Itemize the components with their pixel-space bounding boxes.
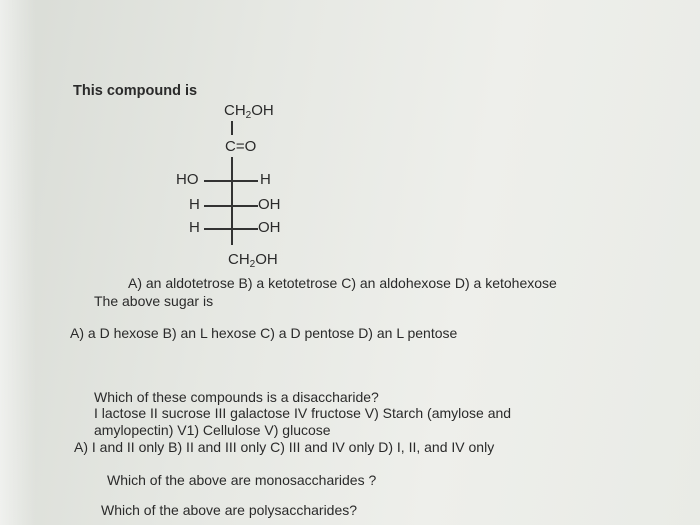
question3-prompt: Which of these compounds is a disaccharide? bbox=[94, 389, 379, 405]
question1-options: A) an aldotetrose B) a ketotetrose C) an aldohexose D) a ketohexose bbox=[128, 275, 557, 291]
row2-left-group: H bbox=[189, 196, 200, 213]
fischer-backbone bbox=[231, 157, 233, 245]
top-ch2oh-group: $CH_2OH$ bbox=[224, 102, 274, 121]
carbonyl-group: C=O bbox=[225, 138, 257, 155]
row1-right-group: H bbox=[260, 171, 271, 188]
row1-crossbar bbox=[204, 180, 258, 182]
question3-options: A) I and II only B) II and III only C) III and IV only D) I, II, and IV only bbox=[74, 439, 495, 455]
row2-crossbar bbox=[204, 205, 258, 207]
row3-left-group: H bbox=[189, 219, 200, 236]
question2-options: A) a D hexose B) an L hexose C) a D pentose D) an L pentose bbox=[70, 325, 458, 341]
question4-prompt: Which of the above are monosaccharides ? bbox=[107, 472, 377, 488]
photo-glare bbox=[0, 0, 36, 525]
question5-prompt: Which of the above are polysaccharides? bbox=[101, 502, 358, 518]
question2-prompt: The above sugar is bbox=[94, 293, 214, 309]
row1-left-group: HO bbox=[176, 171, 199, 188]
question1-prompt: This compound is bbox=[73, 83, 198, 99]
row3-right-group: OH bbox=[258, 219, 281, 236]
row2-right-group: OH bbox=[258, 196, 281, 213]
question3-list-line1: I lactose II sucrose III galactose IV fructose V) Starch (amylose and bbox=[94, 405, 512, 421]
bond-line bbox=[231, 121, 233, 135]
bottom-ch2oh-group: $CH_2OH$ bbox=[228, 251, 278, 270]
question3-list-line2: amylopectin) V1) Cellulose V) glucose bbox=[94, 422, 331, 438]
row3-crossbar bbox=[204, 228, 258, 230]
